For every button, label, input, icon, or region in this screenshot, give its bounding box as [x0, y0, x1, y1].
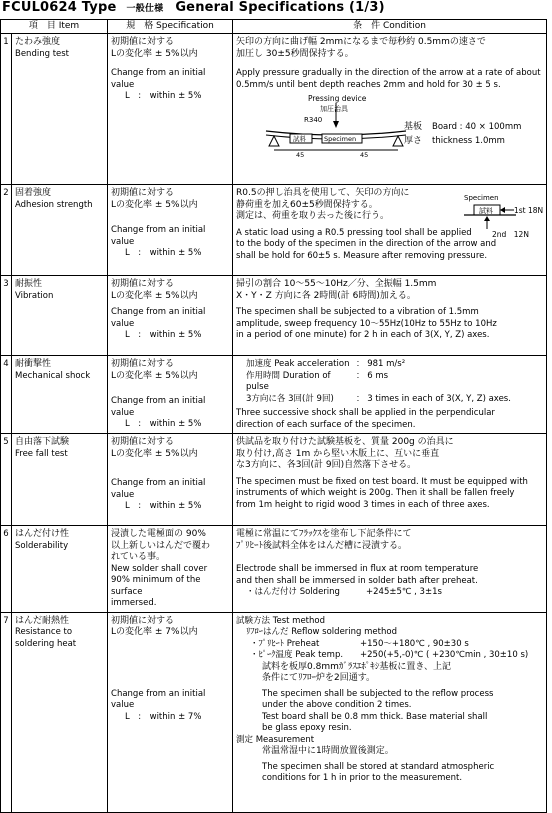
- item-jp: 自由落下試験: [15, 437, 70, 447]
- cond-jp: 試料を板厚0.8mmｶﾞﾗｽｴﾎﾟｷｼ基板に置き、上記: [262, 661, 452, 672]
- cond-jp: 電極に常温にてﾌﾗｯｸｽを塗布し下記条件にて: [236, 529, 412, 539]
- fig-specimen-jp: 試料: [293, 135, 307, 143]
- spec-en: L : within ± 7%: [125, 711, 202, 722]
- row-number: 6: [1, 526, 12, 613]
- spec-en: Change from an initial value: [111, 68, 206, 90]
- cond-value: +150～+180℃ , 90±30 s: [360, 638, 469, 649]
- cond-jp: 取り付け,高さ 1m から堅い木版上に、互いに垂直: [236, 448, 440, 459]
- row-number: 4: [1, 356, 12, 434]
- item-cell: [12, 356, 108, 434]
- spec-jp: 初期値に対する: [111, 615, 175, 626]
- fig-dim-right: 45: [360, 151, 369, 159]
- cond-en: direction of each surface of the specimen.: [236, 419, 416, 430]
- cond-label: 3方向に各 3回(計 9回): [246, 393, 334, 404]
- item-cell: [12, 434, 108, 526]
- cond-en: shall be hold for 60±5 s. Measure after removing pressure.: [236, 250, 488, 261]
- spec-en: Change from an initial value: [111, 478, 206, 500]
- table-row: [1, 434, 547, 526]
- cond-jp: 静荷重を加え60±5秒間保持する。: [236, 199, 378, 210]
- row-number: 3: [1, 276, 12, 356]
- condition-cell: [233, 185, 547, 276]
- condition-cell: [233, 612, 547, 812]
- cond-jp: ﾌﾟﾘﾋｰﾄ後試料全体をはんだ槽に浸漬する。: [236, 540, 408, 551]
- cond-jp: 常温常湿中に1時間放置後測定。: [262, 746, 394, 756]
- item-cell: [12, 526, 108, 613]
- cond-en: 0.5mm/s until bent depth reaches 2mm and hold for 30 ± 5 s.: [236, 79, 501, 90]
- spec-jp: 以上新しいはんだで覆わ: [111, 540, 211, 551]
- spec-jp: Lの変化率 ± 7%以内: [111, 627, 198, 637]
- bending-test-diagram: [236, 91, 536, 159]
- spec-jp: Lの変化率 ± 5%以内: [111, 448, 198, 459]
- fig-radius-label: R340: [304, 116, 323, 124]
- spec-jp: Lの変化率 ± 5%以内: [111, 370, 198, 381]
- fig-1st-load: 1st 18N: [514, 206, 544, 215]
- cond-en: Three successive shock shall be applied in the perpendicular: [236, 408, 495, 418]
- spec-cell: [108, 526, 233, 613]
- spec-jp: 初期値に対する: [111, 437, 175, 447]
- cond-en: in a period of one minute) for 2 h in each of 3(X, Y, Z) axes.: [236, 330, 490, 340]
- cond-label: 加速度 Peak acceleration: [246, 359, 350, 369]
- cond-jp: X・Y・Z 方向に各 2時間(計 6時間)加える。: [236, 290, 416, 301]
- cond-jp: 供試品を取り付けた試験基板を、質量 200g の治具に: [236, 437, 454, 447]
- fig-pressing-label: Pressing device: [308, 94, 367, 103]
- item-en: Resistance to: [15, 627, 73, 637]
- cond-en: The specimen shall be subjected to the reflow process: [262, 688, 494, 699]
- cond-en: and then shall be immersed in solder bath after preheat.: [236, 575, 478, 586]
- item-cell: [12, 276, 108, 356]
- cond-jp: 測定は、荷重を取り去った後に行う。: [236, 211, 390, 221]
- thickness-en: thickness 1.0mm: [432, 136, 505, 146]
- cond-en: amplitude, sweep frequency 10～55Hz(10Hz to 55Hz to 10Hz: [236, 318, 497, 329]
- cond-en: The specimen must be fixed on test board. It must be equipped with: [236, 476, 528, 487]
- cond-en: Apply pressure gradually in the direction of the arrow at a rate of about: [236, 68, 541, 78]
- cond-heading: 試験方法 Test method: [236, 615, 325, 626]
- adhesion-test-diagram: [454, 191, 544, 243]
- spec-en: L : within ± 5%: [125, 91, 202, 101]
- col-spec: 規 格 Specification: [108, 20, 233, 34]
- row-number: 2: [1, 185, 12, 276]
- cond-en: to the body of the specimen in the direction of the arrow and: [236, 239, 497, 249]
- fig-dim-left: 45: [296, 151, 305, 159]
- spec-en: L : within ± 5%: [125, 501, 202, 511]
- cond-en: The specimen shall be subjected to a vibration of 1.5mm: [236, 307, 479, 317]
- condition-cell: [233, 526, 547, 613]
- spec-cell: [108, 612, 233, 812]
- cond-value: +245±5℃ , 3±1s: [366, 587, 442, 597]
- condition-cell: [233, 34, 547, 185]
- thickness-jp: 厚さ: [404, 136, 423, 146]
- cond-jp: R0.5の押し治具を使用して、矢印の方向に: [236, 188, 410, 198]
- col-item: 項 目 Item: [1, 20, 108, 34]
- spec-jp: Lの変化率 ± 5%以内: [111, 48, 198, 59]
- item-en: Free fall test: [15, 448, 68, 459]
- spec-en: Change from an initial value: [111, 688, 206, 710]
- item-jp: 耐振性: [15, 279, 43, 289]
- spec-table: [0, 19, 547, 813]
- row-number: 7: [1, 612, 12, 812]
- fig-2nd-load: 2nd 12N: [492, 230, 529, 239]
- condition-cell: [233, 434, 547, 526]
- cond-subheading: ﾘﾌﾛｰはんだ Reflow soldering method: [246, 627, 397, 637]
- item-en: soldering heat: [15, 638, 77, 649]
- table-header: [1, 20, 547, 34]
- item-cell: [12, 185, 108, 276]
- cond-label: ・ﾋﾟｰｸ温度 Peak temp.: [250, 650, 344, 660]
- board-jp: 基板: [404, 122, 423, 132]
- cond-en: under the above condition 2 times.: [262, 700, 412, 710]
- spec-en: L : within ± 5%: [125, 248, 202, 258]
- spec-jp: Lの変化率 ± 5%以内: [111, 290, 198, 301]
- table-row: [1, 185, 547, 276]
- spec-jp: 初期値に対する: [111, 37, 175, 47]
- spec-jp: Lの変化率 ± 5%以内: [111, 199, 198, 210]
- spec-en: Change from an initial value: [111, 396, 206, 418]
- spec-en: Change from an initial value: [111, 307, 206, 329]
- cond-label: ・ﾌﾟﾘﾋｰﾄ Preheat: [250, 638, 320, 649]
- item-en: Mechanical shock: [15, 370, 91, 381]
- spec-cell: [108, 434, 233, 526]
- condition-cell: [233, 356, 547, 434]
- item-jp: 耐衝撃性: [15, 359, 52, 369]
- table-row: [1, 612, 547, 812]
- board-en: Board : 40 × 100mm: [432, 122, 522, 132]
- item-jp: はんだ付け性: [15, 529, 70, 539]
- cond-jp: な3方向に、各3回(計 9回)自然落下させる。: [236, 460, 417, 470]
- cond-en: conditions for 1 h in prior to the measurement.: [262, 773, 463, 783]
- table-row: [1, 526, 547, 613]
- spec-en: 90% minimum of the surface: [111, 575, 201, 597]
- cond-en: be glass epoxy resin.: [262, 723, 352, 733]
- table-row: [1, 356, 547, 434]
- fig-specimen-en: Specimen: [324, 135, 357, 143]
- item-cell: [12, 612, 108, 812]
- item-en: Vibration: [15, 290, 54, 301]
- spec-jp: 初期値に対する: [111, 279, 175, 289]
- cond-value: ： 6 ms: [356, 370, 389, 381]
- col-cond: 条 件 Condition: [233, 20, 547, 34]
- item-en: Solderability: [15, 540, 69, 551]
- cond-en: A static load using a R0.5 pressing tool shall be applied: [236, 227, 472, 238]
- condition-cell: [233, 276, 547, 356]
- cond-heading: 測定 Measurement: [236, 734, 315, 745]
- cond-jp: 条件にてﾘﾌﾛｰ炉を2回通す。: [262, 673, 376, 683]
- title-jp: 一般仕様: [126, 4, 164, 14]
- table-row: [1, 276, 547, 356]
- spec-jp: れている事。: [111, 552, 166, 562]
- cond-en: Test board shall be 0.8 mm thick. Base material shall: [262, 711, 488, 722]
- model-name: FCUL0624 Type: [2, 0, 117, 15]
- spec-en: Change from an initial value: [111, 225, 206, 247]
- cond-value: ： 3 times in each of 3(X, Y, Z) axes.: [356, 393, 511, 404]
- cond-en: Electrode shall be immersed in flux at room temperature: [236, 564, 479, 574]
- fig-jig-label: 加圧治具: [320, 105, 349, 113]
- item-jp: 固着強度: [15, 188, 52, 198]
- row-number: 5: [1, 434, 12, 526]
- page-indicator: (1/3): [349, 0, 385, 15]
- fig-shiryo-label: 試料: [479, 207, 493, 215]
- cond-label: 作用時間 Duration of pulse: [246, 370, 331, 392]
- fig-specimen-label: Specimen: [464, 194, 499, 202]
- spec-en: L : within ± 5%: [125, 419, 202, 429]
- spec-jp: 浸漬した電極面の 90%: [111, 529, 206, 539]
- cond-value: ： 981 m/s²: [356, 359, 406, 369]
- spec-cell: [108, 34, 233, 185]
- cond-jp: 矢印の方向に曲げ幅 2mmになるまで毎秒約 0.5mmの速さで: [236, 37, 486, 47]
- item-jp: たわみ強度: [15, 37, 61, 47]
- cond-jp: 加圧し 30±5秒間保持する。: [236, 48, 354, 59]
- spec-en: L : within ± 5%: [125, 330, 202, 340]
- spec-jp: 初期値に対する: [111, 359, 175, 369]
- item-en: Adhesion strength: [15, 199, 93, 210]
- cond-label: ・はんだ付け Soldering: [246, 587, 340, 597]
- item-jp: はんだ耐熱性: [15, 615, 70, 626]
- row-number: 1: [1, 34, 12, 185]
- item-en: Bending test: [15, 48, 70, 59]
- spec-cell: [108, 356, 233, 434]
- cond-value: +250(+5,-0)℃ ( +230℃min , 30±10 s): [360, 650, 529, 660]
- spec-cell: [108, 276, 233, 356]
- cond-en: instruments of which weight is 200g. Then it shall be fallen freely: [236, 488, 515, 498]
- item-cell: [12, 34, 108, 185]
- cond-en: The specimen shall be stored at standard atmospheric: [262, 761, 495, 772]
- spec-cell: [108, 185, 233, 276]
- spec-jp: 初期値に対する: [111, 188, 175, 198]
- document-title: [2, 0, 385, 16]
- cond-en: from 1m height to rigid wood 3 times in each of three axes.: [236, 499, 490, 510]
- title-en: General Specifications: [175, 0, 345, 15]
- spec-en: New solder shall cover: [111, 563, 208, 574]
- table-row: [1, 34, 547, 185]
- cond-jp: 掃引の割合 10～55～10Hz／分、全振幅 1.5mm: [236, 279, 437, 289]
- spec-en: immersed.: [111, 598, 157, 608]
